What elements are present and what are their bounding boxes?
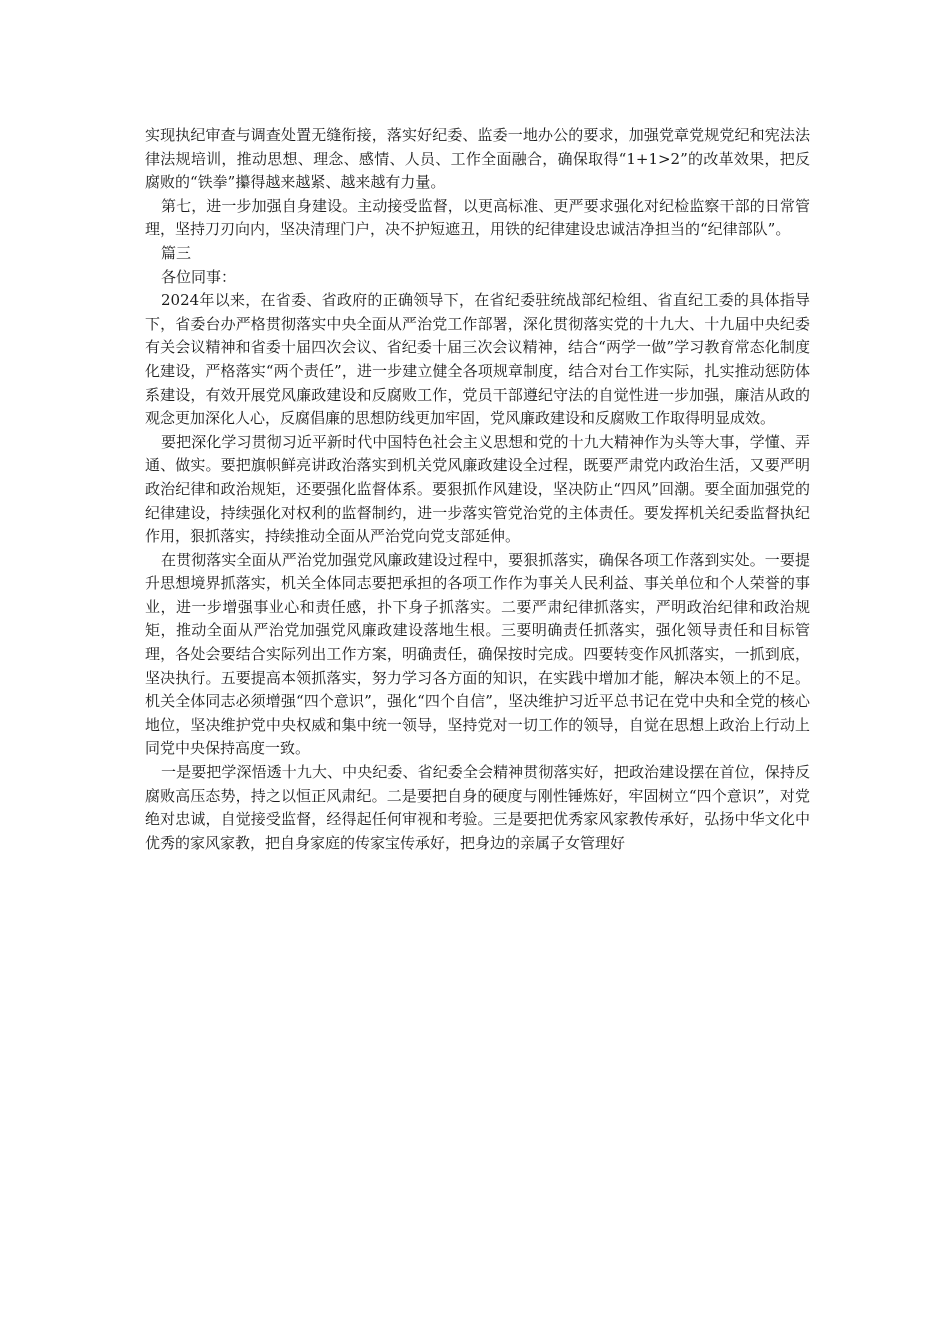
paragraph-study: 要把深化学习贯彻习近平新时代中国特色社会主义思想和党的十九大精神作为头等大事，学懂、弄通、做实。要把旗帜鲜亮讲政治落实到机关党风廉政建设全过程，既要严肃党内政治生活，又要严明政治纪律和政治规矩，还要强化监督体系。要狠抓作风建设，坚决防止“四风”回潮。要全面加强党的纪律建设，持续强化对权利的监督制约，进一步落实管党治党的主体责任。要发挥机关纪委监督执纪作用，狠抓落实，持续推动全面从严治党向党支部延伸。 — [145, 432, 810, 546]
document-body — [145, 124, 810, 855]
paragraph-overview: 2024年以来，在省委、省政府的正确领导下，在省纪委驻统战部纪检组、省直纪工委的具体指导下，省委台办严格贯彻落实中央全面从严治党工作部署，深化贯彻落实党的十九大、十九届中央纪委有关会议精神和省委十届四次会议、省纪委十届三次会议精神，结合“两学一做”学习教育常态化制度化建设，严格落实“两个责任”，进一步建立健全各项规章制度，结合对台工作实际，扎实推动惩防体系建设，有效开展党风廉政建设和反腐败工作，党员干部遵纪守法的自觉性进一步加强，廉洁从政的观念更加深化人心，反腐倡廉的思想防线更加牢固，党风廉政建设和反腐败工作取得明显成效。 — [145, 291, 810, 428]
paragraph-item-seven: 第七，进一步加强自身建设。主动接受监督，以更高标准、更严要求强化对纪检监察干部的日常管理，坚持刀刃向内，坚决清理门户，决不护短遮丑，用铁的纪律建设忠诚洁净担当的“纪律部队”。 — [145, 196, 810, 239]
paragraph-implementation: 在贯彻落实全面从严治党加强党风廉政建设过程中，要狠抓落实，确保各项工作落到实处。一要提升思想境界抓落实，机关全体同志要把承担的各项工作作为事关人民利益、事关单位和个人荣誉的事业，进一步增强事业心和责任感，扑下身子抓落实。二要严肃纪律抓落实，严明政治纪律和政治规矩，推动全面从严治党加强党风廉政建设落地生根。三要明确责任抓落实，强化领导责任和目标管理，各处会要结合实际列出工作方案，明确责任，确保按时完成。四要转变作风抓落实，一抓到底，坚决执行。五要提高本领抓落实，努力学习各方面的知识，在实践中增加才能，解决本领上的不足。机关全体同志必须增强“四个意识”，强化“四个自信”，坚决维护习近平总书记在党中央和全党的核心地位，坚决维护党中央权威和集中统一领导，坚持党对一切工作的领导，自觉在思想上政治上行动上同党中央保持高度一致。 — [145, 550, 810, 758]
salutation: 各位同事： — [161, 267, 237, 286]
section-heading: 篇三 — [161, 243, 192, 262]
paragraph-requirements: 一是要把学深悟透十九大、中央纪委、省纪委全会精神贯彻落实好，把政治建设摆在首位，保持反腐败高压态势，持之以恒正风肃纪。二是要把自身的硬度与刚性锤炼好，牢固树立“四个意识”，对党绝对忠诚，自觉接受监督，经得起任何审视和考验。三是要把优秀家风家教传承好，弘扬中华文化中优秀的家风家教，把自身家庭的传家宝传承好，把身边的亲属子女管理好 — [145, 763, 810, 852]
paragraph-continuation: 实现执纪审查与调查处置无缝衔接，落实好纪委、监委一地办公的要求，加强党章党规党纪和宪法法律法规培训，推动思想、理念、感情、人员、工作全面融合，确保取得“1+1>2”的改革效果，把反腐败的“铁拳”攥得越来越紧、越来越有力量。 — [145, 126, 810, 192]
